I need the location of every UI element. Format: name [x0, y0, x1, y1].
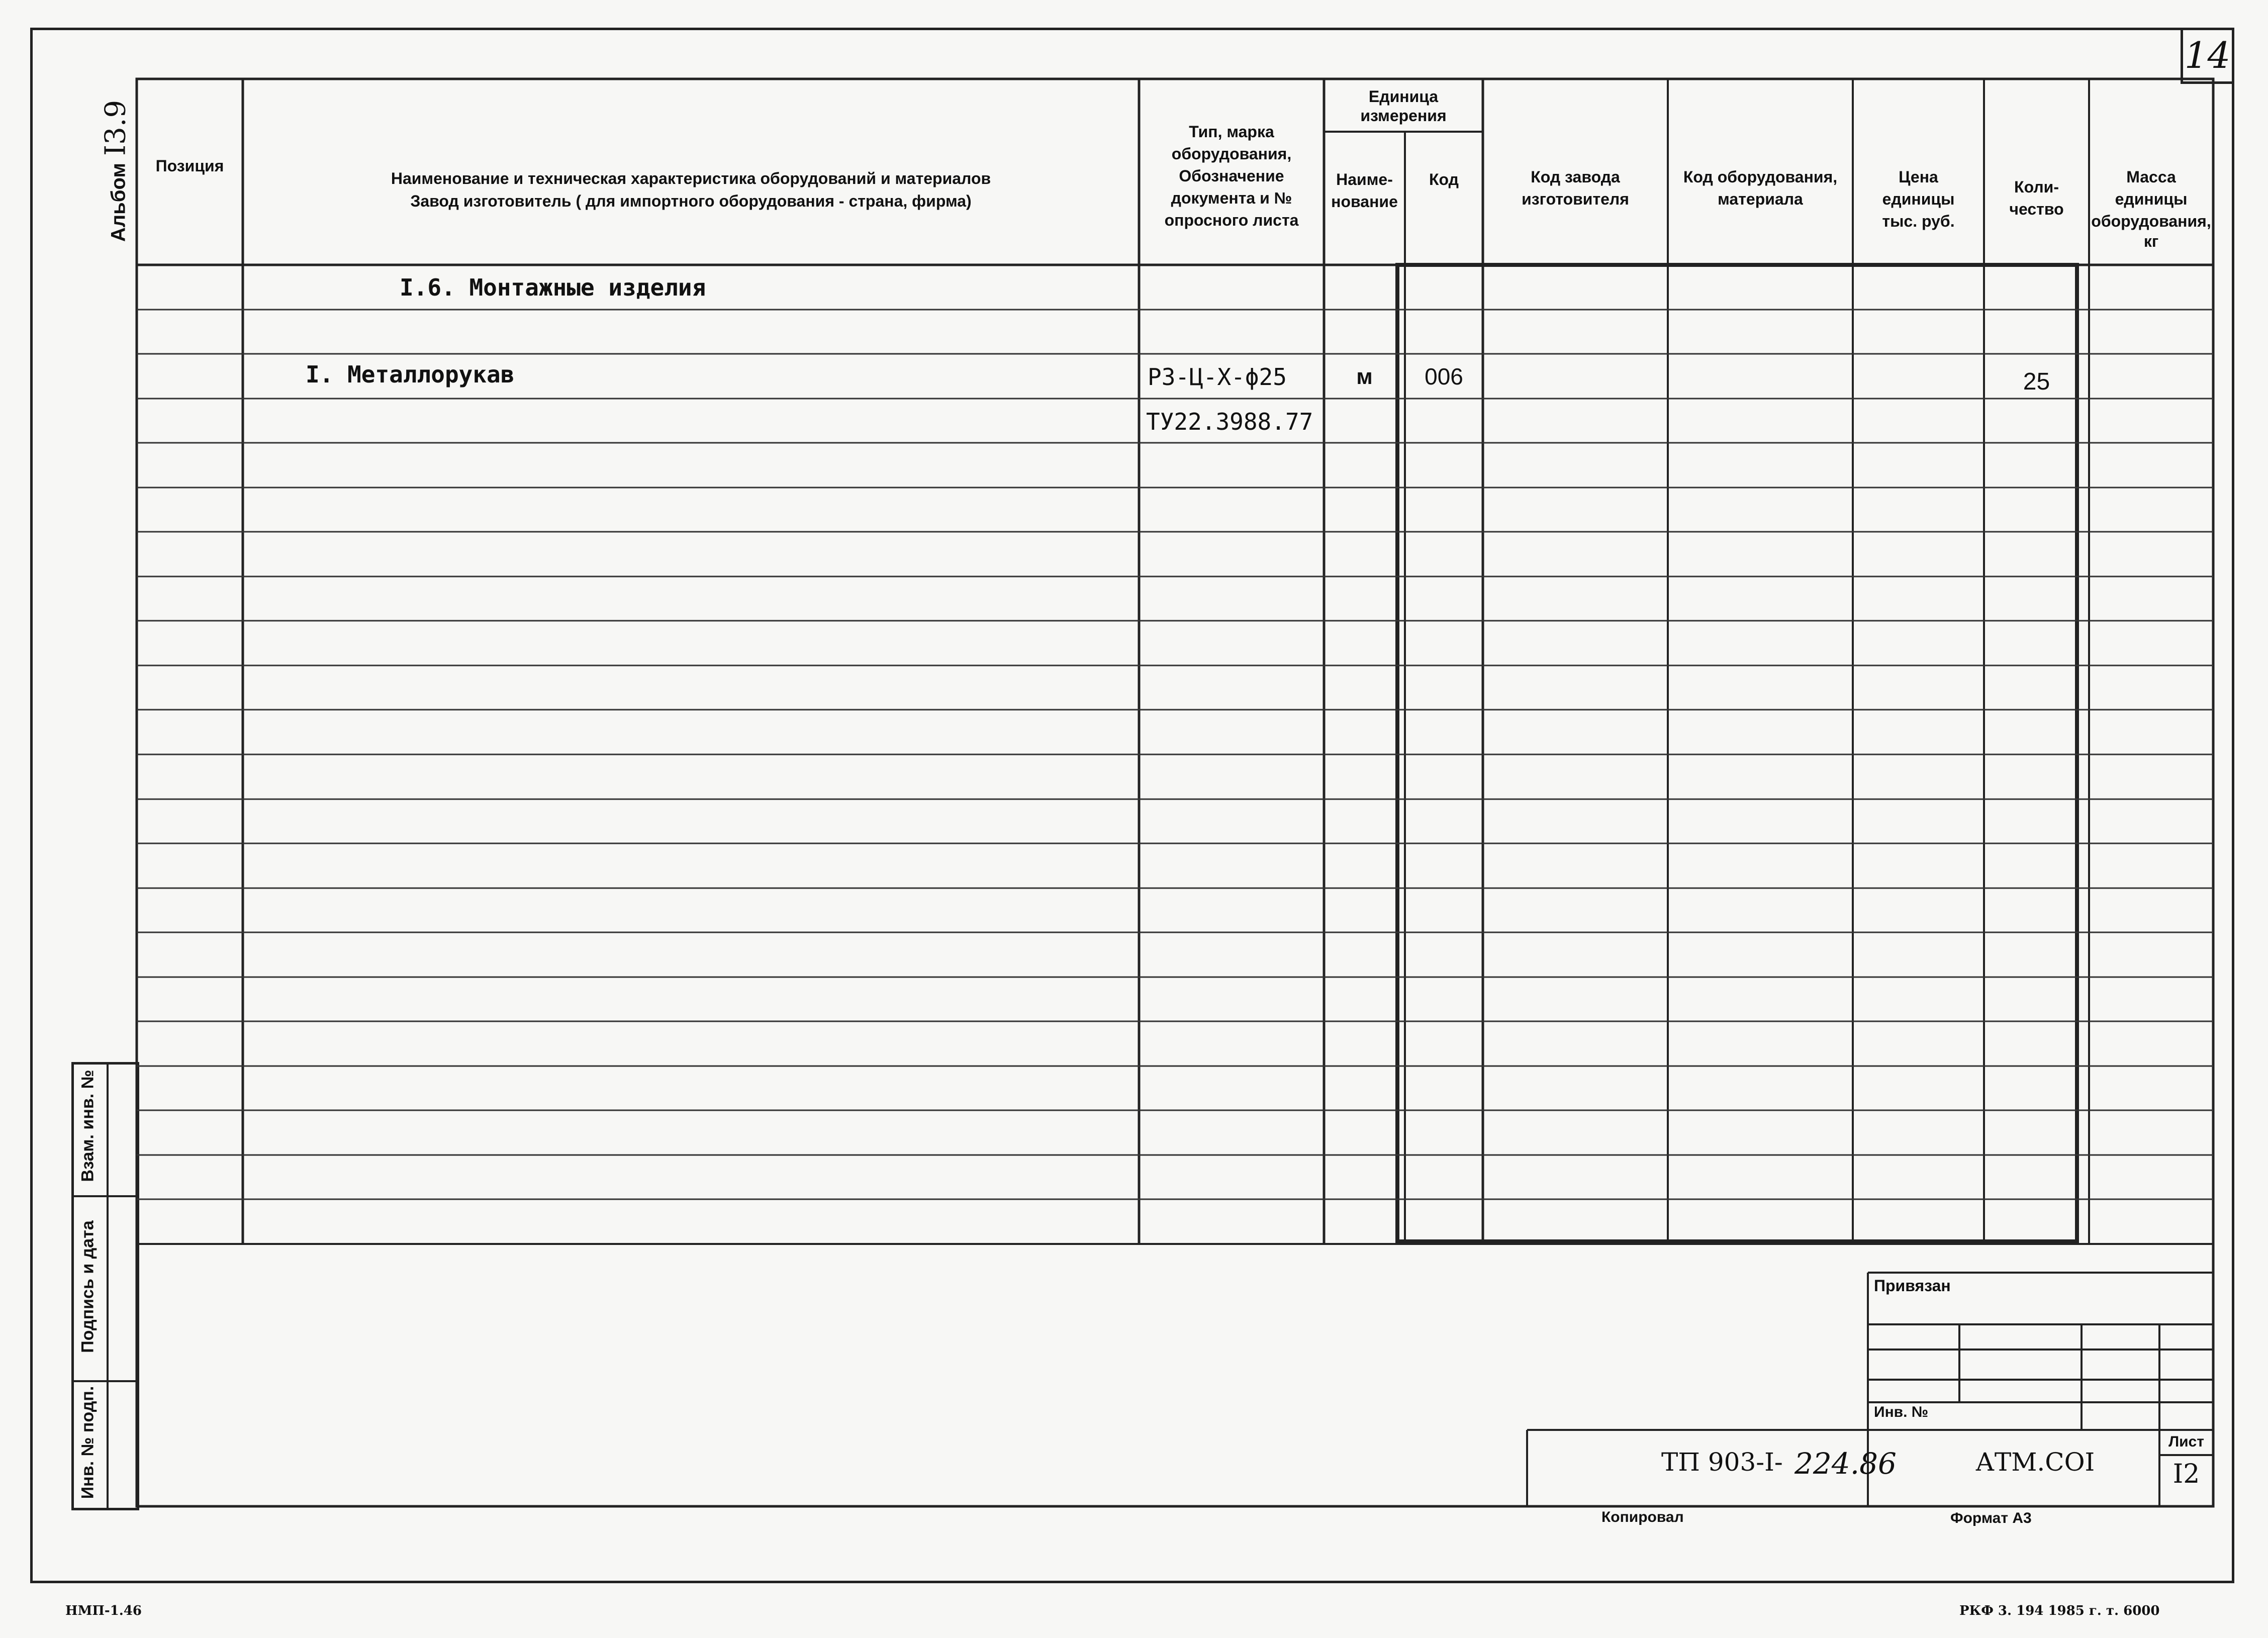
inv-no-label: Инв. №	[1874, 1404, 1929, 1420]
header-plant-code-l2: изготовителя	[1522, 190, 1629, 208]
designation-prefix: ТП 903-I-	[1661, 1448, 1783, 1477]
item-code: 006	[1425, 363, 1463, 390]
header-mass-l3: оборудования,	[2091, 212, 2211, 230]
footer-right: РКФ 3. 194 1985 г. т. 6000	[1959, 1603, 2160, 1618]
header-price-l3: тыс. руб.	[1882, 212, 1955, 230]
header-qty-l1: Коли-	[2014, 178, 2059, 196]
item-unit: м	[1356, 364, 1373, 389]
exchange-inv-label: Взам. инв. №	[78, 1070, 98, 1182]
orig-inv-label: Инв. № подп.	[78, 1386, 98, 1499]
format-label: Формат А3	[1950, 1510, 2032, 1526]
header-unit-l1: Единица	[1368, 87, 1439, 106]
header-qty-l2: чество	[2009, 200, 2064, 218]
header-equip-code-l2: материала	[1718, 190, 1803, 208]
item-name: I. Металлорукав	[306, 361, 515, 388]
header-mass-l1: Масса	[2126, 168, 2176, 186]
item-type: РЗ-Ц-Х-ϕ25	[1148, 363, 1287, 391]
header-plant-code-l1: Код завода	[1531, 168, 1620, 186]
header-price-l2: единицы	[1882, 190, 1955, 208]
header-equip-code-l1: Код оборудования,	[1683, 168, 1838, 186]
designation-hand: 224.86	[1794, 1447, 1897, 1481]
album-number: I3.9	[99, 100, 132, 156]
header-price-l1: Цена	[1899, 168, 1938, 186]
header-type-l1: Тип, марка	[1189, 123, 1274, 141]
item-qty: 25	[2023, 368, 2050, 395]
copied-label: Копировал	[1601, 1509, 1684, 1525]
header-unit-name-l1: Наиме-	[1336, 170, 1393, 188]
header-unit-name-l2: нование	[1331, 192, 1398, 211]
page-number: 14	[2184, 34, 2231, 76]
designation-suffix: АТМ.СОI	[1975, 1448, 2095, 1477]
item-doc: ТУ22.3988.77	[1146, 408, 1313, 435]
footer-left: НМП-1.46	[65, 1603, 142, 1618]
header-unit-l2: измерения	[1360, 107, 1447, 125]
header-mass-l4: кг	[2143, 232, 2159, 250]
header-name-line1: Наименование и техническая характеристика оборудований и материалов	[391, 169, 991, 187]
header-position: Позиция	[155, 157, 224, 175]
header-name-line2: Завод изготовитель ( для импортного оборудования - страна, фирма)	[410, 192, 972, 210]
bound-label: Привязан	[1874, 1277, 1951, 1295]
sheet-value: I2	[2172, 1459, 2200, 1489]
header-type-l5: опросного листа	[1164, 211, 1299, 229]
sign-date-label: Подпись и дата	[78, 1220, 98, 1353]
header-type-l4: документа и №	[1171, 189, 1292, 207]
header-unit-code: Код	[1429, 170, 1459, 188]
header-type-l3: Обозначение	[1179, 167, 1284, 185]
header-type-l2: оборудования,	[1171, 145, 1292, 163]
section-title: I.6. Монтажные изделия	[400, 274, 706, 301]
sheet-label: Лист	[2168, 1433, 2204, 1450]
header-mass-l2: единицы	[2115, 190, 2188, 208]
album-word: Альбом	[107, 163, 130, 242]
